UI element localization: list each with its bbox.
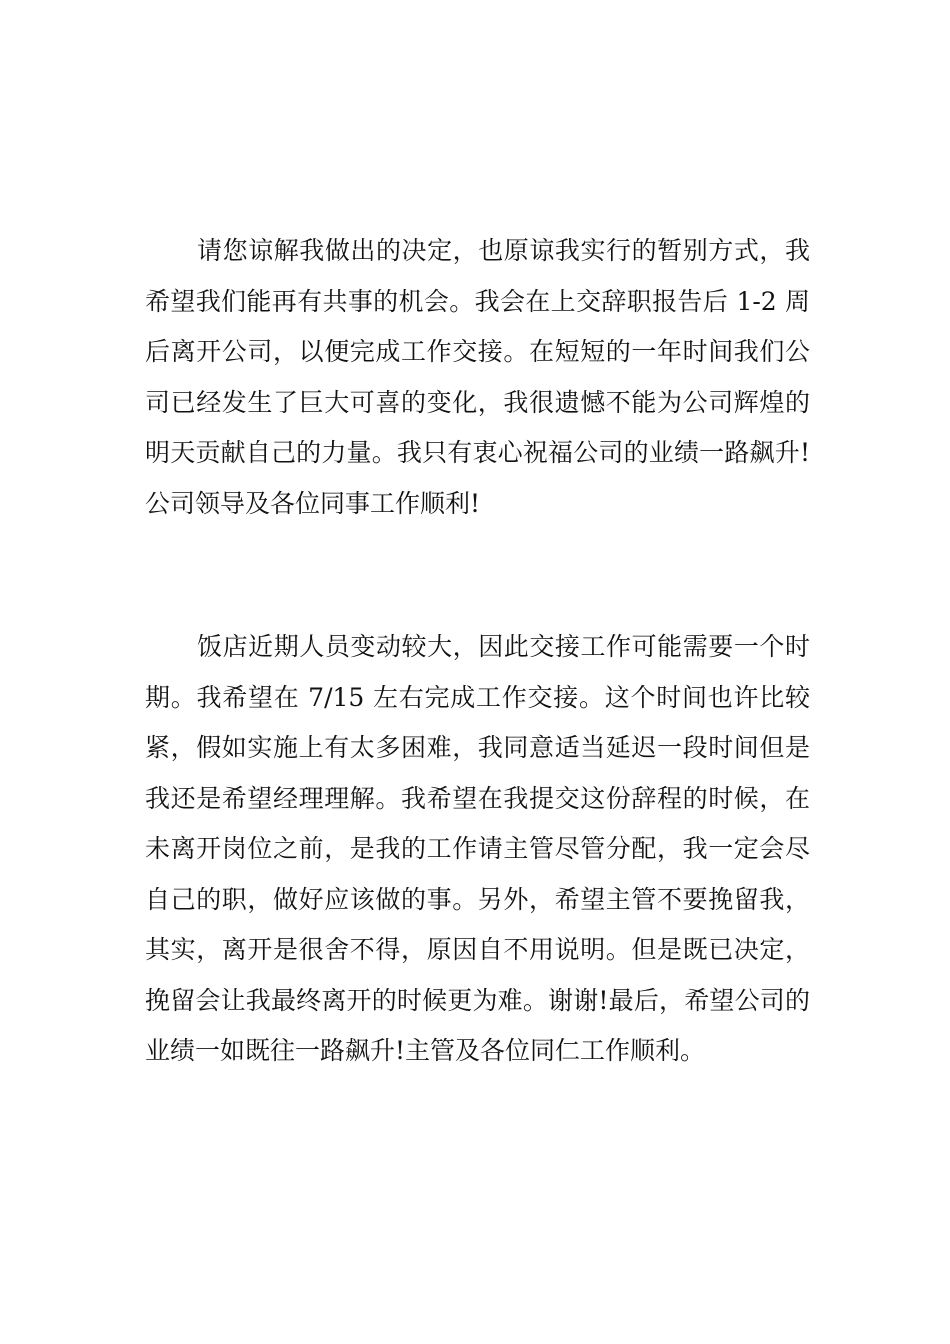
paragraph-2: 饭店近期人员变动较大，因此交接工作可能需要一个时期。我希望在 7/15 左右完成工作交接。这个时间也许比较紧，假如实施上有太多困难，我同意适当延迟一段时间但是我还是希望经理理解。我希望在我提交这份辞程的时候，在未离开岗位之前，是我的工作请主管尽管分配，我一定会尽自己的职，做好应该做的事。另外，希望主管不要挽留我，其实，离开是很舍不得，原因自不用说明。但是既已决定，挽留会让我最终离开的时候更为难。谢谢!最后，希望公司的业绩一如既往一路飙升!主管及各位同仁工作顺利。 (145, 632, 810, 1065)
paragraph-1: 请您谅解我做出的决定，也原谅我实行的暂别方式，我希望我们能再有共事的机会。我会在上交辞职报告后 1-2 周后离开公司，以便完成工作交接。在短短的一年时间我们公司已经发生了巨大可喜的变化，我很遗憾不能为公司辉煌的明天贡献自己的力量。我只有衷心祝福公司的业绩一路飙升!公司领导及各位同事工作顺利! (145, 236, 810, 518)
